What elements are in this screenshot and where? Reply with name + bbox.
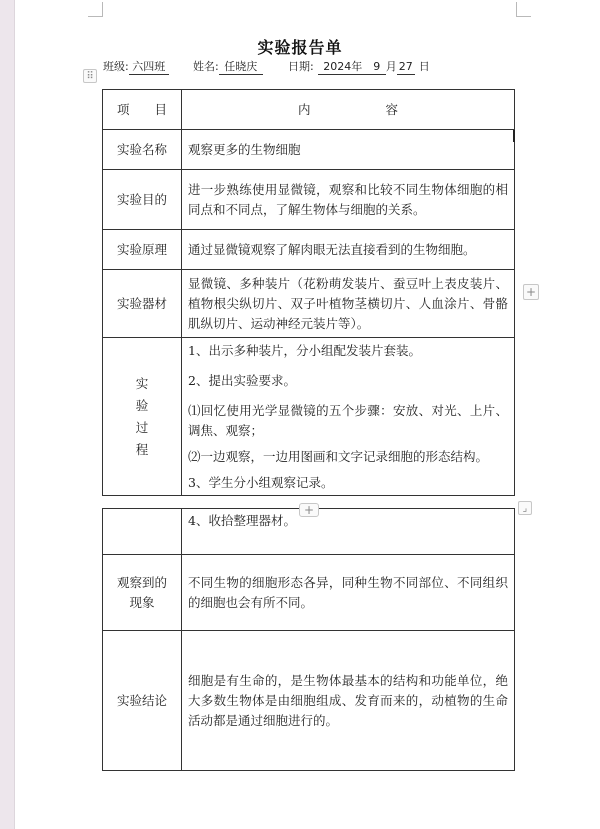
page-margin-line (14, 0, 15, 829)
row-content-principle[interactable]: 通过显微镜观察了解肉眼无法直接看到的生物细胞。 (182, 230, 515, 270)
process-label-char: 验 (135, 397, 149, 413)
date-day[interactable]: 27 (398, 60, 413, 73)
report-table (102, 89, 515, 496)
name-field (193, 58, 263, 76)
table-row (103, 631, 515, 771)
observation-label-line: 观察到的 (116, 574, 167, 590)
date-day-unit: 日 (418, 60, 430, 73)
table-row (103, 230, 515, 270)
name-label: 姓名: (193, 60, 219, 73)
row-label-conclusion: 实验结论 (103, 631, 182, 771)
margin-corner-mark (88, 2, 103, 17)
table-row (103, 130, 515, 170)
name-value[interactable]: 任晓庆 (219, 60, 263, 75)
row-content-conclusion[interactable]: 细胞是有生命的，是生物体最基本的结构和功能单位，绝大多数生物体是由细胞组成、发育而来的，动植物的生命活动都是通过细胞进行的。 (182, 631, 515, 771)
table-row (103, 270, 515, 338)
table-row (103, 338, 515, 496)
page-margin-strip (0, 0, 14, 829)
row-label-equipment: 实验器材 (103, 270, 182, 338)
row-content-observation[interactable]: 不同生物的细胞形态各异，同种生物不同部位、不同组织的细胞也会有所不同。 (182, 555, 515, 631)
row-label-principle: 实验原理 (103, 230, 182, 270)
process-label-char: 过 (135, 419, 149, 435)
table-resize-icon[interactable]: ⌟ (518, 501, 532, 515)
row-label-purpose: 实验目的 (103, 170, 182, 230)
row-label-observation (103, 555, 182, 631)
report-table-continued (102, 508, 515, 771)
continued-content-cell[interactable]: 4、收拾整理器材。 (182, 509, 515, 555)
row-label-name: 实验名称 (103, 130, 182, 170)
margin-corner-mark (516, 2, 531, 17)
class-value[interactable]: 六四班 (129, 60, 169, 75)
class-label: 班级: (103, 60, 129, 73)
process-step: 1、出示多种装片，分小组配发装片套装。 (188, 342, 421, 358)
header-content: 内 容 (182, 90, 515, 130)
class-field (103, 58, 169, 76)
date-year[interactable]: 2024年 (318, 60, 368, 75)
observation-label-line: 现象 (129, 594, 155, 610)
header-item: 项 目 (103, 90, 182, 130)
table-move-handle-icon[interactable]: ⠿ (83, 69, 97, 83)
process-step: ⑴回忆使用光学显微镜的五个步骤：安放、对光、上片、调焦、观察； (188, 402, 508, 438)
table-row (103, 555, 515, 631)
process-label-char: 程 (135, 441, 149, 457)
add-column-plus-icon[interactable]: + (523, 284, 539, 300)
row-content-name[interactable]: 观察更多的生物细胞 (182, 130, 515, 170)
row-content-equipment[interactable]: 显微镜、多种装片（花粉萌发装片、蚕豆叶上表皮装片、植物根尖纵切片、双子叶植物茎横切片、人血涂片、骨骼肌纵切片、运动神经元装片等）。 (182, 270, 515, 338)
process-step: ⑵一边观察，一边用图画和文字记录细胞的形态结构。 (188, 448, 489, 464)
date-month[interactable]: 9 (368, 60, 386, 75)
process-step: 2、提出实验要求。 (188, 372, 296, 388)
date-field (288, 58, 430, 76)
row-label-process (103, 338, 182, 496)
row-content-process[interactable] (182, 338, 515, 496)
process-step: 3、学生分小组观察记录。 (188, 474, 334, 490)
report-title: 实验报告单 (257, 38, 343, 57)
row-content-purpose[interactable]: 进一步熟练使用显微镜，观察和比较不同生物体细胞的相同点和不同点，了解生物体与细胞的关系。 (182, 170, 515, 230)
text-cursor (513, 130, 515, 142)
table-row (103, 170, 515, 230)
process-label-char: 实 (135, 375, 149, 391)
add-row-plus-icon[interactable]: + (299, 503, 319, 517)
date-label: 日期: (288, 60, 314, 73)
continued-label-cell (103, 509, 182, 555)
date-month-unit: 月 (385, 60, 397, 73)
